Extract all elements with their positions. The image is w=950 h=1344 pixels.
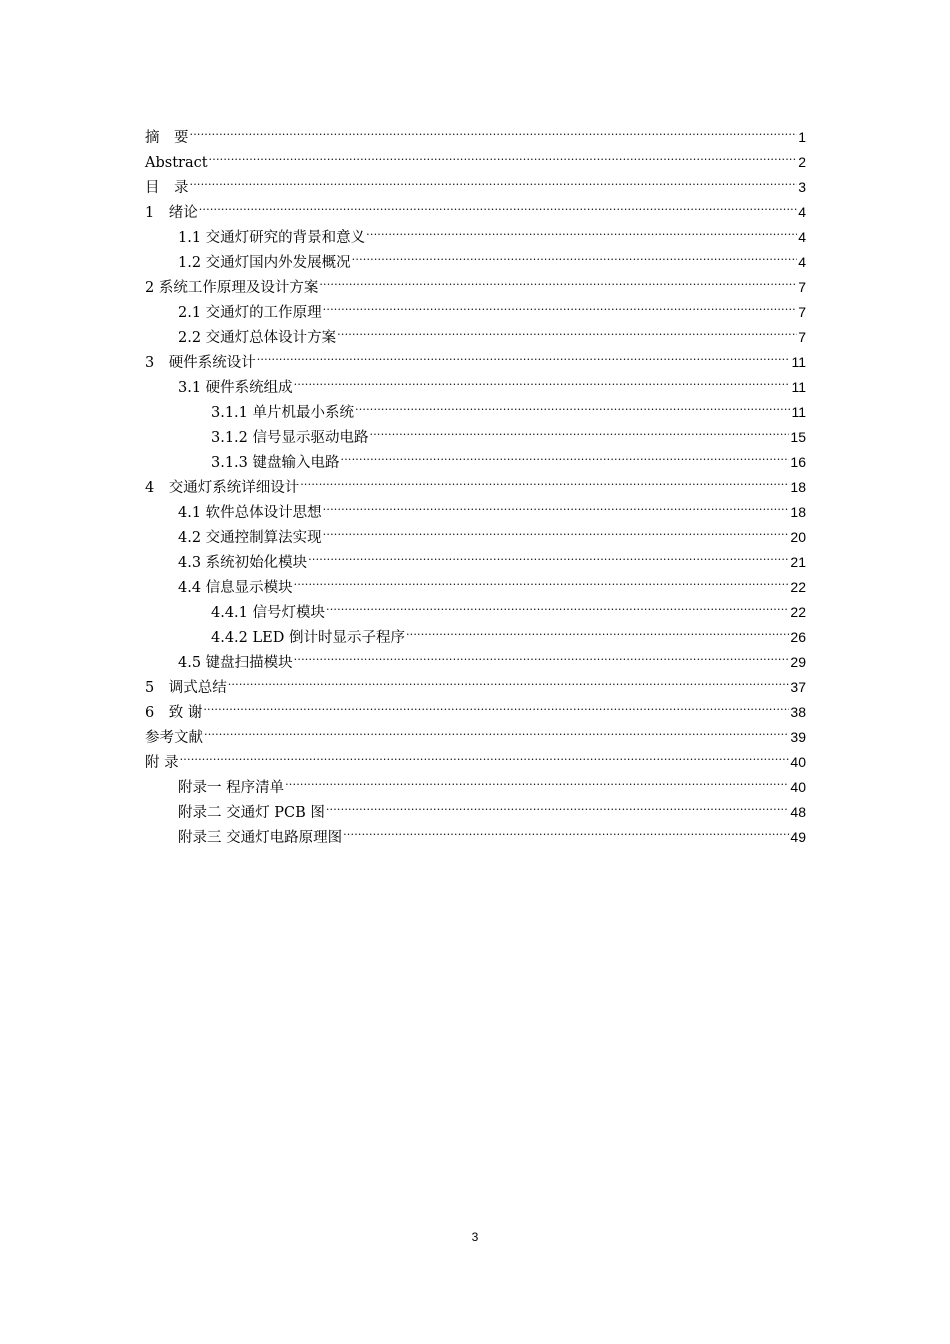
toc-entry[interactable] <box>145 742 806 771</box>
toc-dot-leader <box>285 767 789 792</box>
toc-entry[interactable] <box>145 692 806 721</box>
toc-entry-page: 49 <box>790 829 806 845</box>
toc-entry-label: 4.5 键盘扫描模块 <box>178 655 293 671</box>
toc-dot-leader <box>323 292 798 317</box>
toc-dot-leader <box>337 317 797 342</box>
toc-entry[interactable] <box>145 192 806 221</box>
toc-dot-leader <box>228 667 790 692</box>
toc-entry-label: 摘 要 <box>145 130 189 146</box>
toc-entry[interactable] <box>145 167 806 196</box>
toc-entry-label: 1.1 交通灯研究的背景和意义 <box>178 230 366 246</box>
toc-dot-leader <box>294 367 791 392</box>
toc-entry-label: 4.1 软件总体设计思想 <box>178 505 322 521</box>
toc-entry-label: 4.4 信息显示模块 <box>178 580 293 596</box>
toc-entry-label: 4.2 交通控制算法实现 <box>178 530 322 546</box>
toc-entry-label: 3.1.2 信号显示驱动电路 <box>211 430 369 446</box>
toc-entry-page: 40 <box>790 754 806 770</box>
toc-entry[interactable] <box>145 667 806 696</box>
toc-entry-label: 附录一 程序清单 <box>178 780 285 796</box>
toc-dot-leader <box>257 342 791 367</box>
toc-entry-page: 48 <box>790 804 806 820</box>
toc-dot-leader <box>308 542 789 567</box>
toc-entry-page: 18 <box>790 504 806 520</box>
toc-entry-label: 目 录 <box>145 180 189 196</box>
toc-dot-leader <box>300 467 789 492</box>
toc-entry-page: 26 <box>790 629 806 645</box>
toc-entry-label: 附录三 交通灯电路原理图 <box>178 830 343 846</box>
toc-entry-page: 7 <box>798 329 806 345</box>
toc-entry-page: 16 <box>790 454 806 470</box>
toc-entry-label: 2 系统工作原理及设计方案 <box>145 280 319 296</box>
toc-dot-leader <box>343 817 789 842</box>
toc-entry[interactable] <box>145 142 806 171</box>
table-of-contents <box>145 117 806 846</box>
toc-entry-label: 6 致 谢 <box>145 705 203 721</box>
toc-dot-leader <box>355 392 790 417</box>
toc-dot-leader <box>341 442 790 467</box>
toc-entry-page: 22 <box>790 579 806 595</box>
toc-entry-page: 29 <box>790 654 806 670</box>
toc-entry-page: 38 <box>790 704 806 720</box>
toc-entry-label: 2.1 交通灯的工作原理 <box>178 305 322 321</box>
toc-entry-page: 7 <box>798 304 806 320</box>
toc-entry-page: 11 <box>791 354 806 370</box>
toc-dot-leader <box>209 142 798 167</box>
toc-dot-leader <box>326 592 789 617</box>
toc-entry-label: 参考文献 <box>145 730 203 746</box>
toc-entry-page: 2 <box>798 154 806 170</box>
toc-dot-leader <box>370 417 790 442</box>
toc-dot-leader <box>326 792 790 817</box>
toc-entry-page: 4 <box>798 254 806 270</box>
toc-dot-leader <box>366 217 797 242</box>
toc-dot-leader <box>319 267 797 292</box>
toc-dot-leader <box>352 242 798 267</box>
toc-dot-leader <box>190 167 798 192</box>
toc-entry-page: 20 <box>790 529 806 545</box>
toc-entry-page: 40 <box>790 779 806 795</box>
toc-entry-label: 1 绪论 <box>145 205 198 221</box>
toc-entry-page: 7 <box>798 279 806 295</box>
toc-entry[interactable] <box>145 117 806 146</box>
toc-entry-page: 18 <box>790 479 806 495</box>
toc-entry-label: 4.4.2 LED 倒计时显示子程序 <box>211 630 405 646</box>
toc-entry-label: 3 硬件系统设计 <box>145 355 256 371</box>
toc-dot-leader <box>294 567 790 592</box>
toc-entry-page: 11 <box>791 379 806 395</box>
toc-entry-label: 4.4.1 信号灯模块 <box>211 605 326 621</box>
toc-entry-page: 3 <box>798 179 806 195</box>
toc-entry-label: 附录二 交通灯 PCB 图 <box>178 805 325 821</box>
toc-dot-leader <box>199 192 797 217</box>
toc-entry-page: 4 <box>798 204 806 220</box>
toc-entry-page: 22 <box>790 604 806 620</box>
toc-entry-label: 2.2 交通灯总体设计方案 <box>178 330 337 346</box>
toc-entry-label: Abstract <box>145 155 208 171</box>
toc-entry-page: 1 <box>798 129 806 145</box>
toc-entry-label: 附 录 <box>145 755 179 771</box>
toc-entry-label: 3.1.1 单片机最小系统 <box>211 405 355 421</box>
toc-entry-label: 3.1 硬件系统组成 <box>178 380 293 396</box>
toc-dot-leader <box>294 642 790 667</box>
toc-entry-label: 5 调式总结 <box>145 680 227 696</box>
toc-entry-page: 39 <box>790 729 806 745</box>
toc-entry-page: 37 <box>790 679 806 695</box>
toc-dot-leader <box>190 117 798 142</box>
toc-entry-label: 3.1.3 键盘输入电路 <box>211 455 340 471</box>
toc-dot-leader <box>180 742 790 767</box>
toc-entry[interactable] <box>145 217 806 246</box>
toc-dot-leader <box>204 717 789 742</box>
toc-dot-leader <box>323 492 790 517</box>
toc-dot-leader <box>323 517 790 542</box>
toc-entry[interactable] <box>145 767 806 796</box>
toc-entry-page: 21 <box>790 554 806 570</box>
toc-entry-page: 4 <box>798 229 806 245</box>
toc-dot-leader <box>406 617 789 642</box>
page-number: 3 <box>471 1230 479 1244</box>
toc-entry-page: 15 <box>790 429 806 445</box>
toc-entry-label: 1.2 交通灯国内外发展概况 <box>178 255 351 271</box>
toc-entry-label: 4 交通灯系统详细设计 <box>145 480 300 496</box>
toc-entry[interactable] <box>145 717 806 746</box>
toc-dot-leader <box>203 692 789 717</box>
toc-entry-label: 4.3 系统初始化模块 <box>178 555 308 571</box>
toc-entry-page: 11 <box>791 404 806 420</box>
